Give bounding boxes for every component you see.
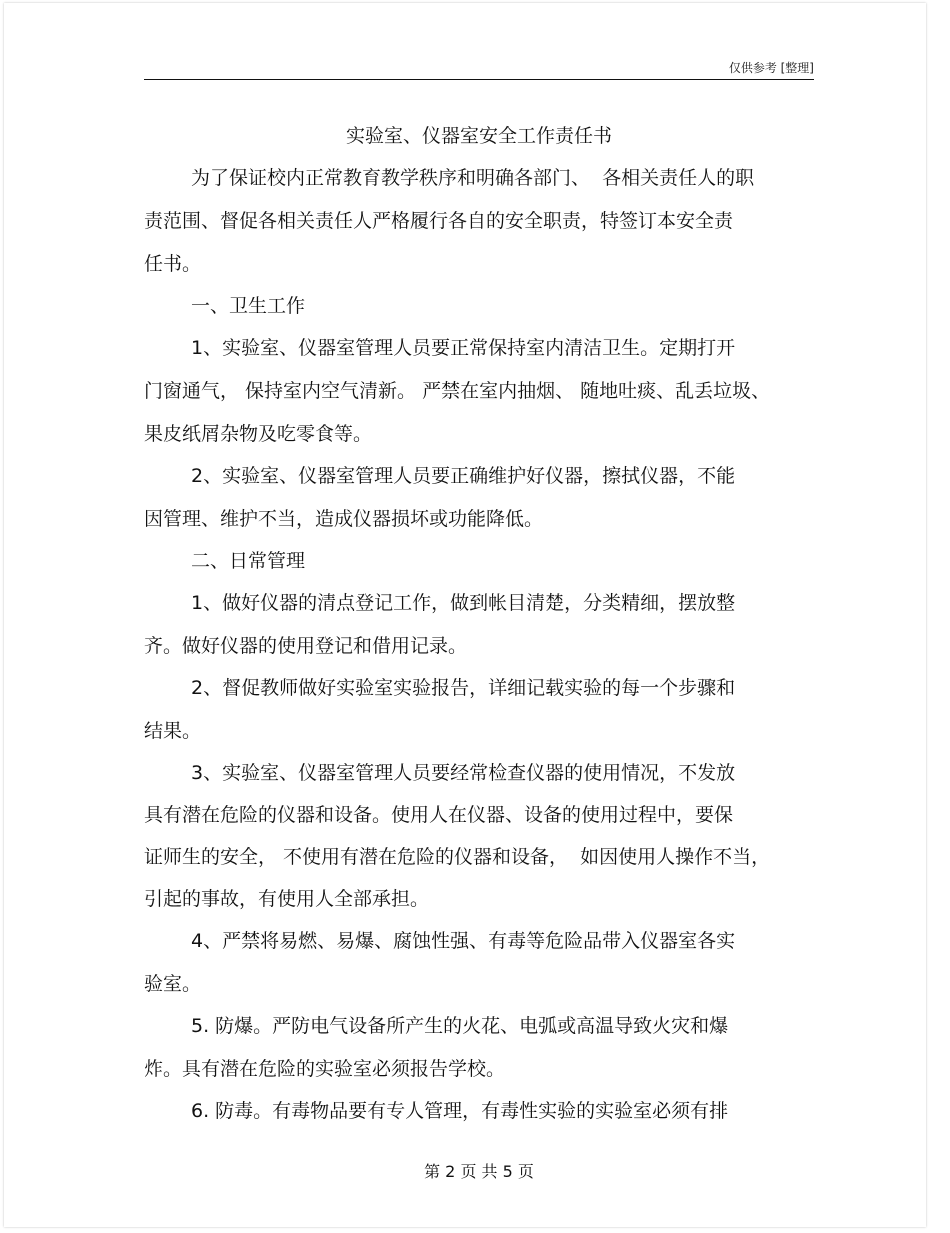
body-line: 果皮纸屑杂物及吃零食等。 bbox=[144, 423, 373, 445]
body-line: 3、实验室、仪器室管理人员要经常检查仪器的使用情况，不发放 bbox=[191, 762, 736, 784]
section-heading: 一、卫生工作 bbox=[191, 295, 306, 317]
body-line: 2、实验室、仪器室管理人员要正确维护好仪器，擦拭仪器，不能 bbox=[191, 465, 736, 487]
page-header: 仅供参考 [整理] bbox=[728, 61, 814, 75]
body-line: 6. 防毒。有毒物品要有专人管理，有毒性实验的实验室必须有排 bbox=[191, 1100, 729, 1122]
body-line: 炸。具有潜在危险的实验室必须报告学校。 bbox=[144, 1058, 506, 1080]
body-line: 1、做好仪器的清点登记工作，做到帐目清楚，分类精细，摆放整 bbox=[191, 592, 736, 614]
body-line: 4、严禁将易燃、易爆、腐蚀性强、有毒等危险品带入仪器室各实 bbox=[191, 930, 736, 952]
header-divider bbox=[144, 79, 814, 80]
body-line: 责范围、督促各相关责任人严格履行各自的安全职责，特签订本安全责 bbox=[144, 210, 734, 232]
body-line: 验室。 bbox=[144, 973, 202, 995]
body-line: 具有潜在危险的仪器和设备。使用人在仪器、设备的使用过程中，要保 bbox=[144, 804, 734, 826]
body-line: 2、督促教师做好实验室实验报告，详细记载实验的每一个步骤和 bbox=[191, 677, 736, 699]
body-line: 5. 防爆。严防电气设备所产生的火花、电弧或高温导致火灾和爆 bbox=[191, 1015, 729, 1037]
document-page bbox=[4, 3, 926, 1227]
body-line: 为了保证校内正常教育教学秩序和明确各部门、 各相关责任人的职 bbox=[191, 167, 755, 189]
body-line: 齐。做好仪器的使用登记和借用记录。 bbox=[144, 635, 468, 657]
section-heading: 二、日常管理 bbox=[191, 550, 306, 572]
page-title: 实验室、仪器室安全工作责任书 bbox=[345, 125, 612, 147]
body-line: 门窗通气， 保持室内空气清新。 严禁在室内抽烟、 随地吐痰、乱丢垃圾、 bbox=[144, 380, 771, 402]
body-line: 因管理、维护不当，造成仪器损坏或功能降低。 bbox=[144, 508, 544, 530]
body-line: 任书。 bbox=[144, 253, 202, 275]
body-line: 证师生的安全， 不使用有潜在危险的仪器和设备， 如因使用人操作不当， bbox=[144, 846, 771, 868]
body-line: 结果。 bbox=[144, 720, 202, 742]
body-line: 引起的事故，有使用人全部承担。 bbox=[144, 888, 430, 910]
page-number: 第 2 页 共 5 页 bbox=[424, 1162, 534, 1181]
body-line: 1、实验室、仪器室管理人员要正常保持室内清洁卫生。定期打开 bbox=[191, 337, 736, 359]
